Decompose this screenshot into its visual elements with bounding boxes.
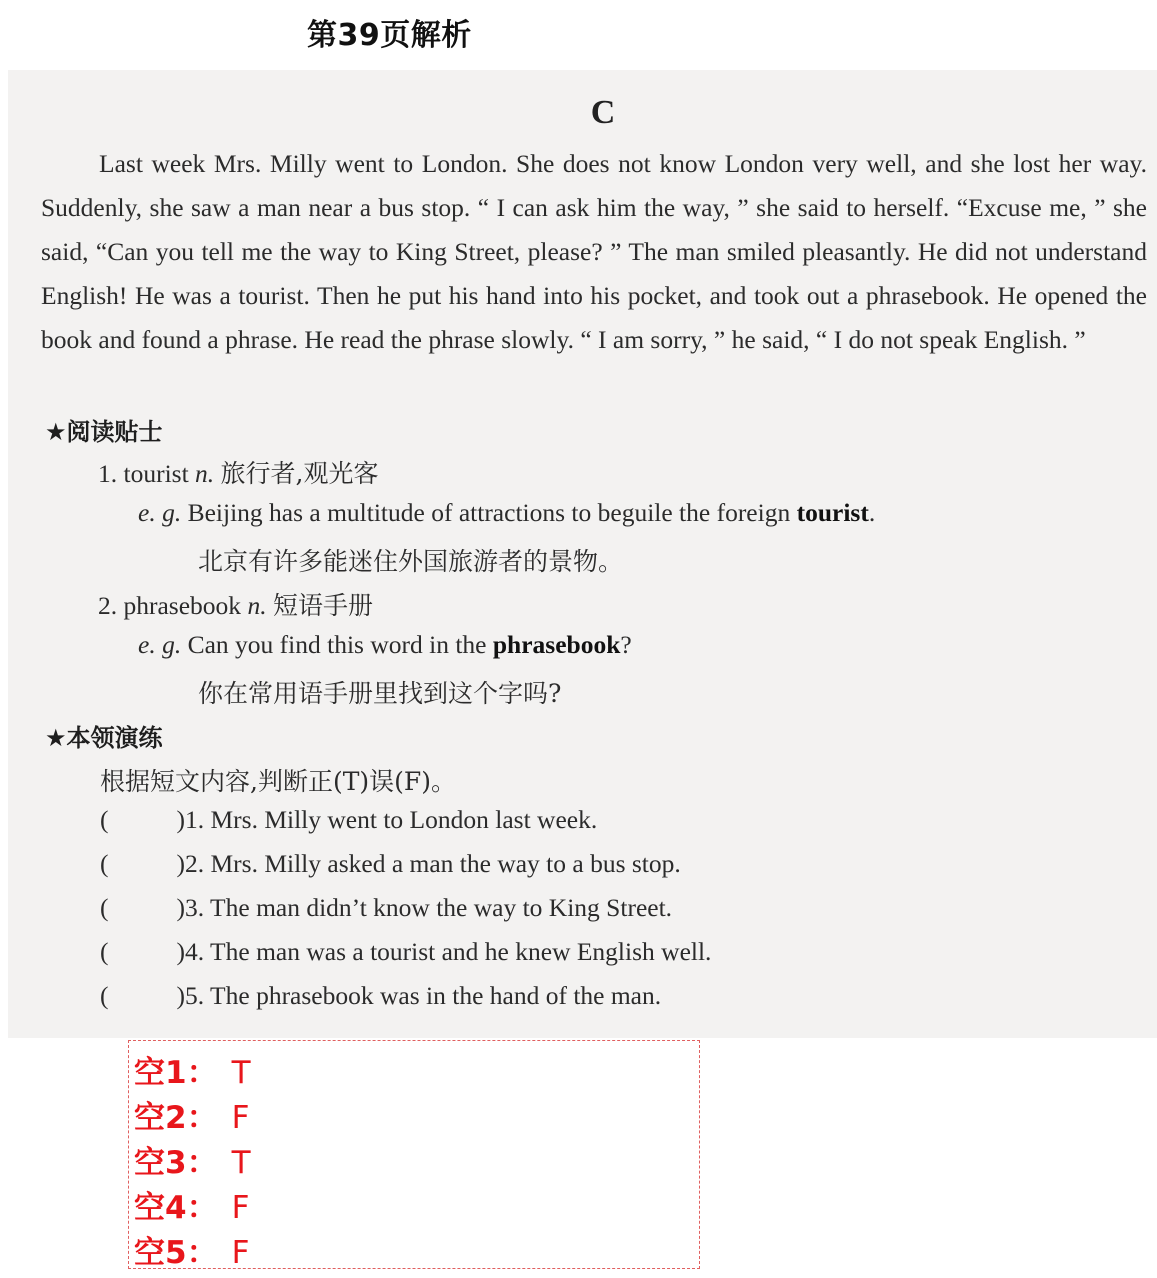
example-sentence: Beijing has a multitude of attractions to beguile the foreign — [187, 498, 791, 527]
answer-label: 空4： — [134, 1190, 218, 1226]
item-number: )5. — [176, 981, 205, 1010]
answer-value: F — [231, 1190, 250, 1226]
tip-meaning: 短语手册 — [272, 591, 373, 620]
exercise-item — [100, 805, 597, 835]
answer-paren-open: ( — [100, 805, 109, 834]
answer-value: T — [231, 1055, 251, 1091]
scanned-textbook-page — [8, 70, 1157, 1038]
exercise-item — [100, 981, 661, 1011]
tip-number: 2. — [98, 591, 118, 620]
example-translation: 你在常用语手册里找到这个字吗? — [198, 679, 562, 708]
exercise-heading: ★本领演练 — [45, 724, 163, 752]
answer-row — [134, 1047, 251, 1092]
tip-item — [98, 454, 379, 490]
reading-passage: Last week Mrs. Milly went to London. She does not know London very well, and she lost her way. Suddenly, she saw a man near a bus stop. “ I can ask him the way, ” she said to herself. “Excuse me, ” she said, “Can you tell me the way to King Street, please? ” The man smiled pleasantly. He did not understand English! He was a tourist. Then he put his hand into his pocket, and took out a phrasebook. He opened the book and found a phrase. He read the phrase slowly. “ I am sorry, ” he said, “ I do not speak English. ” — [41, 149, 1147, 354]
page-title: 第39页解析 — [307, 18, 472, 53]
section-letter: C — [590, 94, 616, 131]
item-number: )2. — [176, 849, 205, 878]
answer-row — [134, 1182, 249, 1227]
answer-label: 空5： — [134, 1235, 218, 1271]
example-punctuation: ? — [620, 630, 632, 659]
answer-box — [128, 1040, 700, 1269]
answer-label: 空3： — [134, 1145, 218, 1181]
answer-paren-open: ( — [100, 849, 109, 878]
example-sentence: Can you find this word in the — [187, 630, 487, 659]
answer-label: 空2： — [134, 1100, 218, 1136]
example-translation: 北京有许多能迷住外国旅游者的景物。 — [198, 547, 624, 576]
tip-meaning: 旅行者,观光客 — [220, 459, 379, 488]
example-keyword: tourist — [796, 498, 869, 527]
answer-row — [134, 1137, 251, 1182]
answer-paren-open: ( — [100, 937, 109, 966]
item-statement: The man was a tourist and he knew English well. — [210, 937, 712, 966]
example-punctuation: . — [868, 498, 876, 527]
example-keyword: phrasebook — [492, 630, 621, 659]
exercise-item — [100, 937, 711, 967]
answer-row — [134, 1227, 249, 1272]
tip-word: phrasebook — [123, 591, 242, 620]
item-number: )4. — [176, 937, 205, 966]
exercise-instruction: 根据短文内容,判断正(T)误(F)。 — [100, 767, 456, 796]
item-statement: Mrs. Milly asked a man the way to a bus stop. — [210, 849, 681, 878]
tip-number: 1. — [98, 459, 118, 488]
eg-label: e. g. — [138, 630, 182, 659]
exercise-item — [100, 849, 681, 879]
item-number: )3. — [176, 893, 205, 922]
answer-value: F — [231, 1235, 250, 1271]
answer-row — [134, 1092, 249, 1137]
tip-part-of-speech: n. — [247, 591, 267, 620]
tip-example — [138, 498, 875, 528]
exercise-item — [100, 893, 672, 923]
reading-tips-heading: ★阅读贴士 — [45, 418, 163, 446]
item-statement: Mrs. Milly went to London last week. — [210, 805, 598, 834]
answer-label: 空1： — [134, 1055, 218, 1091]
tip-part-of-speech: n. — [195, 459, 215, 488]
item-statement: The phrasebook was in the hand of the man. — [210, 981, 662, 1010]
tip-word: tourist — [123, 459, 189, 488]
item-number: )1. — [176, 805, 205, 834]
answer-paren-open: ( — [100, 893, 109, 922]
tip-example — [138, 630, 632, 660]
answer-paren-open: ( — [100, 981, 109, 1010]
answer-value: T — [231, 1145, 251, 1181]
answer-value: F — [231, 1100, 250, 1136]
item-statement: The man didn’t know the way to King Street. — [210, 893, 673, 922]
tip-item — [98, 586, 373, 622]
eg-label: e. g. — [138, 498, 182, 527]
